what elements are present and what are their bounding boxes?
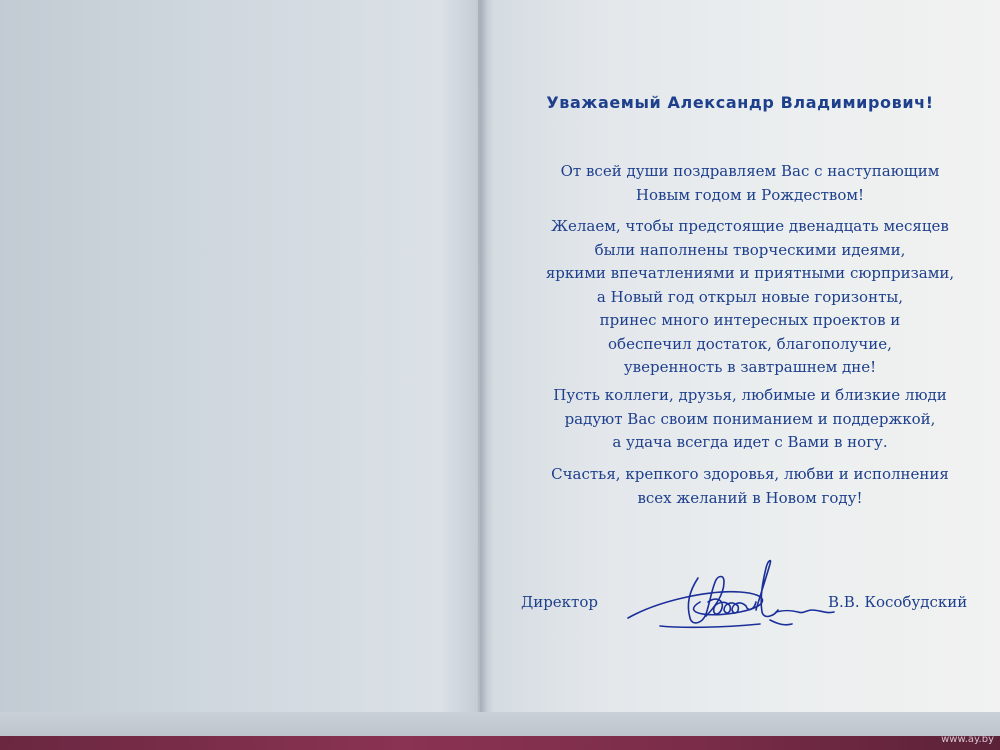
paragraph-colleagues [500,384,1000,455]
text-line: Пусть коллеги, друзья, любимые и близкие люди [553,386,947,404]
signatory-title: Директор [521,593,598,611]
salutation: Уважаемый Александр Владимирович! [546,93,934,112]
watermark: www.ay.by [941,734,994,745]
text-line: всех желаний в Новом году! [637,488,863,507]
text-line: Счастья, крепкого здоровья, любви и исполнения [551,465,949,483]
text-line: уверенность в завтрашнем дне! [623,358,877,376]
text-line: радуют Вас своим пониманием и поддержкой, [564,409,936,428]
text-line: были наполнены творческими идеями, [594,240,906,259]
text-line: Желаем, чтобы предстоящие двенадцать месяцев [551,217,949,235]
paragraph-closing [500,463,1000,510]
paragraph-congratulation [500,160,1000,207]
handwritten-signature [620,540,850,640]
signatory-name: В.В. Кособудский [828,593,968,611]
text-line: принес много интересных проектов и [599,311,901,329]
paragraph-wishes [500,215,1000,380]
card-bottom-edge [0,712,1000,738]
text-line: а удача всегда идет с Вами в ногу. [612,433,888,451]
text-line: яркими впечатлениями и приятными сюрпризами, [545,264,955,282]
table-surface [0,736,1000,750]
text-line: От всей души поздравляем Вас с наступающим [560,162,940,180]
text-line: а Новый год открыл новые горизонты, [596,287,904,306]
text-line: обеспечил достаток, благополучие, [608,334,892,353]
text-line: Новым годом и Рождеством! [635,185,865,204]
